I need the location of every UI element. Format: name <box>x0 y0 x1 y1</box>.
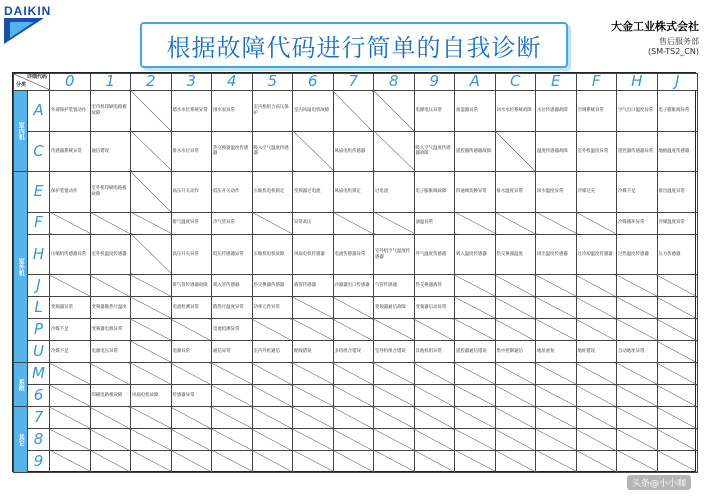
empty-cell <box>657 407 698 429</box>
empty-cell <box>50 407 91 429</box>
fault-description-cell: 排出温度异常 <box>657 172 698 213</box>
group-label: 室外机 <box>14 172 28 363</box>
fault-description-cell: 热交换器温度 <box>495 234 536 275</box>
empty-cell <box>657 429 698 451</box>
empty-cell <box>576 297 617 319</box>
fault-description-cell: 排气温度异常 <box>171 212 212 234</box>
fault-description-cell: 空气出口温度异常 <box>617 91 658 132</box>
empty-cell <box>455 275 496 297</box>
empty-cell <box>374 429 415 451</box>
empty-cell <box>536 429 577 451</box>
fault-description-cell: 变频器启动异常 <box>414 297 455 319</box>
fault-description-cell: 变频器散热片温度 <box>90 297 131 319</box>
fault-description-cell: 加湿器异常 <box>455 91 496 132</box>
empty-cell <box>131 131 172 172</box>
empty-cell <box>495 450 536 472</box>
fault-description-cell: 外气温度传感器 <box>414 234 455 275</box>
fault-description-cell: 室外机印刷电路板故障 <box>90 172 131 213</box>
fault-description-cell: 过电流 <box>374 172 415 213</box>
column-code-header: H <box>617 74 658 91</box>
fault-description-cell: 高压开关异常 <box>171 234 212 275</box>
document-number: (SM-TS2_CN) <box>648 47 699 56</box>
empty-cell <box>131 297 172 319</box>
empty-cell <box>495 407 536 429</box>
empty-cell <box>657 341 698 363</box>
table-row <box>14 407 698 429</box>
fault-description-cell: 风扇电机传感器 <box>293 234 334 275</box>
table-row <box>14 234 698 275</box>
empty-cell <box>495 131 536 172</box>
fault-description-cell: 风扇电机传感器 <box>333 131 374 172</box>
empty-cell <box>617 450 658 472</box>
fault-description-cell: 水位传感器故障 <box>536 91 577 132</box>
empty-cell <box>50 385 91 407</box>
fault-description-cell: 液管传感器 <box>293 275 334 297</box>
column-code-header: A <box>455 74 496 91</box>
empty-cell <box>212 429 253 451</box>
empty-cell <box>657 450 698 472</box>
empty-cell <box>374 319 415 341</box>
watermark: 头条@小小咖 <box>627 475 691 490</box>
empty-cell <box>536 450 577 472</box>
empty-cell <box>374 131 415 172</box>
row-code: J <box>28 275 50 297</box>
fault-description-cell: 热交换器液管 <box>414 275 455 297</box>
empty-cell <box>576 363 617 385</box>
empty-cell <box>212 450 253 472</box>
group-label: 系统 <box>14 363 28 407</box>
empty-cell <box>374 385 415 407</box>
fault-description-cell: 排气管传感器故障 <box>171 275 212 297</box>
empty-cell <box>293 319 334 341</box>
fault-description-cell: 电源异常 <box>171 341 212 363</box>
empty-cell <box>536 212 577 234</box>
empty-cell <box>576 212 617 234</box>
fault-description-cell: 室外机温度异常 <box>576 131 617 172</box>
row-code: H <box>28 234 50 275</box>
empty-cell <box>293 363 334 385</box>
fault-description-cell: 室内机组合高压保护 <box>252 91 293 132</box>
empty-cell <box>252 212 293 234</box>
corner-label-category: 分类 <box>16 82 27 89</box>
table <box>13 73 698 473</box>
fault-description-cell: 变频器异常 <box>50 297 91 319</box>
fault-description-cell: 配线错误 <box>293 341 334 363</box>
fault-description-cell: 散热片温度异常 <box>212 297 253 319</box>
fault-description-cell: 压缩机电机锁定 <box>252 172 293 213</box>
fault-description-cell: 热交换器温度传感器 <box>212 131 253 172</box>
empty-cell <box>131 91 172 132</box>
empty-cell <box>657 275 698 297</box>
fault-description-cell: 冷媒循环异常 <box>617 212 658 234</box>
fault-description-cell: 自动地址异常 <box>617 341 658 363</box>
row-code: P <box>28 319 50 341</box>
fault-description-cell: 冷凝器出口传感器 <box>333 275 374 297</box>
empty-cell <box>50 450 91 472</box>
fault-description-cell: 多机组合错误 <box>333 341 374 363</box>
fault-description-cell: 室外机组合错误 <box>374 341 415 363</box>
empty-cell <box>414 407 455 429</box>
empty-cell <box>90 212 131 234</box>
empty-cell <box>333 385 374 407</box>
table-corner-header <box>14 74 50 91</box>
column-code-header: 3 <box>171 74 212 91</box>
fault-description-cell: 油温异常 <box>414 212 455 234</box>
fault-description-cell: 印刷电路板故障 <box>90 385 131 407</box>
corner-label-code: 详细代码 <box>26 74 47 80</box>
row-code: C <box>28 131 50 172</box>
fault-description-cell: 变频器过电流 <box>293 172 334 213</box>
fault-description-cell: 冷媒不足 <box>617 172 658 213</box>
fault-description-cell: 压缩机电机故障 <box>252 234 293 275</box>
empty-cell <box>576 275 617 297</box>
empty-cell <box>495 319 536 341</box>
title-box <box>140 22 568 68</box>
table-row <box>14 131 698 172</box>
fault-description-cell: 冷气管异常 <box>212 212 253 234</box>
empty-cell <box>212 407 253 429</box>
fault-description-cell: 室内风扇电机故障 <box>293 91 334 132</box>
empty-cell <box>657 385 698 407</box>
empty-cell <box>617 407 658 429</box>
fault-description-cell: 四通阀切换异常 <box>455 172 496 213</box>
fault-description-cell: 堵水水位系统异常 <box>171 91 212 132</box>
empty-cell <box>131 363 172 385</box>
fault-description-cell: 冷媒温度异常 <box>657 212 698 234</box>
table-row <box>14 429 698 451</box>
fault-description-cell: 保护装置动作 <box>50 172 91 213</box>
empty-cell <box>455 407 496 429</box>
fault-description-cell: 变频器电源异常 <box>90 319 131 341</box>
empty-cell <box>90 407 131 429</box>
row-code: 8 <box>28 429 50 451</box>
fault-code-table <box>12 72 696 472</box>
fault-description-cell: 低压传感器异常 <box>212 234 253 275</box>
empty-cell <box>252 450 293 472</box>
fault-description-cell: 电子膨胀阀故障 <box>414 172 455 213</box>
daikin-logo <box>4 4 56 44</box>
empty-cell <box>455 385 496 407</box>
empty-cell <box>293 450 334 472</box>
empty-cell <box>131 341 172 363</box>
empty-cell <box>50 212 91 234</box>
column-code-header: 4 <box>212 74 253 91</box>
column-code-header: J <box>657 74 698 91</box>
fault-description-cell: 吸入温度传感器 <box>455 234 496 275</box>
empty-cell <box>414 319 455 341</box>
row-code: U <box>28 341 50 363</box>
empty-cell <box>131 234 172 275</box>
empty-cell <box>50 363 91 385</box>
empty-cell <box>212 363 253 385</box>
fault-description-cell: 过热温度传感器 <box>617 234 658 275</box>
fault-description-cell: 排水水位异常 <box>171 131 212 172</box>
empty-cell <box>455 363 496 385</box>
empty-cell <box>252 363 293 385</box>
empty-cell <box>131 212 172 234</box>
row-code: 7 <box>28 407 50 429</box>
empty-cell <box>576 407 617 429</box>
company-block <box>569 18 699 56</box>
empty-cell <box>333 297 374 319</box>
fault-description-cell: 变频器通信故障 <box>374 297 415 319</box>
daikin-triangle-icon <box>4 18 48 44</box>
empty-cell <box>374 407 415 429</box>
fault-description-cell: 回水温度异常 <box>536 172 577 213</box>
table-row <box>14 297 698 319</box>
empty-cell <box>333 319 374 341</box>
empty-cell <box>495 275 536 297</box>
logo-text: DAIKIN <box>4 4 52 18</box>
group-label: 室内机 <box>14 91 28 172</box>
fault-description-cell: 吸入空气温度传感器 <box>252 131 293 172</box>
empty-cell <box>536 275 577 297</box>
fault-description-cell: 外部保护装置动作 <box>50 91 91 132</box>
empty-cell <box>90 275 131 297</box>
empty-cell <box>495 212 536 234</box>
fault-description-cell: 风扇电机故障 <box>131 385 172 407</box>
empty-cell <box>617 385 658 407</box>
fault-description-cell: 冷媒不足 <box>50 319 91 341</box>
empty-cell <box>333 91 374 132</box>
fault-description-cell: 压缩机传感器异常 <box>50 234 91 275</box>
fault-description-cell: 传感器系统异常 <box>50 131 91 172</box>
empty-cell <box>333 363 374 385</box>
table-row <box>14 319 698 341</box>
fault-description-cell: 热交换器传感器 <box>252 275 293 297</box>
empty-cell <box>617 275 658 297</box>
empty-cell <box>455 297 496 319</box>
fault-description-cell: 室内机印刷电路板故障 <box>90 91 131 132</box>
empty-cell <box>212 385 253 407</box>
empty-cell <box>536 407 577 429</box>
fault-description-cell: 通信错误 <box>90 131 131 172</box>
empty-cell <box>171 450 212 472</box>
empty-cell <box>576 385 617 407</box>
fault-description-cell: 电源电压异常 <box>414 91 455 132</box>
column-code-header: 1 <box>90 74 131 91</box>
fault-description-cell: 高压开关动作 <box>171 172 212 213</box>
row-code: L <box>28 297 50 319</box>
row-code: 6 <box>28 385 50 407</box>
empty-cell <box>576 429 617 451</box>
empty-cell <box>414 385 455 407</box>
column-code-header: 2 <box>131 74 172 91</box>
empty-cell <box>50 275 91 297</box>
fault-description-cell: 冷媒不足 <box>50 341 91 363</box>
column-code-header: 7 <box>333 74 374 91</box>
empty-cell <box>293 131 334 172</box>
empty-cell <box>293 297 334 319</box>
column-code-header: F <box>576 74 617 91</box>
fault-description-cell: 功率元件异常 <box>252 297 293 319</box>
fault-description-cell: 室内外机通信 <box>252 341 293 363</box>
empty-cell <box>414 363 455 385</box>
empty-cell <box>333 407 374 429</box>
empty-cell <box>414 450 455 472</box>
fault-description-cell: 地址错误 <box>576 341 617 363</box>
group-label: 其它 <box>14 407 28 473</box>
fault-description-cell: 传感器异常 <box>171 385 212 407</box>
column-code-header: 6 <box>293 74 334 91</box>
empty-cell <box>293 385 334 407</box>
fault-description-cell: 地板温度传感器 <box>657 131 698 172</box>
empty-cell <box>455 450 496 472</box>
fault-description-cell: 风扇电机锁定 <box>333 172 374 213</box>
empty-cell <box>131 172 172 213</box>
fault-description-cell: 室外机空气温度传感器 <box>374 234 415 275</box>
fault-description-cell: 电流传感器异常 <box>333 234 374 275</box>
column-code-header: E <box>536 74 577 91</box>
empty-cell <box>252 385 293 407</box>
empty-cell <box>374 363 415 385</box>
empty-cell <box>617 319 658 341</box>
fault-description-cell: 气管传感器 <box>374 275 415 297</box>
table-row <box>14 450 698 472</box>
empty-cell <box>333 450 374 472</box>
empty-cell <box>576 319 617 341</box>
row-code: F <box>28 212 50 234</box>
empty-cell <box>252 407 293 429</box>
empty-cell <box>617 297 658 319</box>
fault-description-cell: 冷媒过充 <box>576 172 617 213</box>
company-name: 大金工业株式会社 <box>611 20 699 33</box>
fault-description-cell: 吸入管传感器 <box>212 275 253 297</box>
empty-cell <box>90 450 131 472</box>
empty-cell <box>131 407 172 429</box>
empty-cell <box>455 319 496 341</box>
fault-description-cell: 吸入空气温度传感器故障 <box>414 131 455 172</box>
empty-cell <box>536 363 577 385</box>
fault-description-cell: 遥控器传感器故障 <box>455 131 496 172</box>
empty-cell <box>252 429 293 451</box>
empty-cell <box>617 429 658 451</box>
column-code-header: C <box>495 74 536 91</box>
empty-cell <box>657 319 698 341</box>
fault-description-cell: 温度传感器故障 <box>536 131 577 172</box>
empty-cell <box>252 319 293 341</box>
fault-description-cell: 排出温度传感器 <box>536 234 577 275</box>
empty-cell <box>90 363 131 385</box>
fault-description-cell: 回水水位系统故障 <box>495 91 536 132</box>
column-code-header: 8 <box>374 74 415 91</box>
empty-cell <box>657 363 698 385</box>
empty-cell <box>131 450 172 472</box>
table-row <box>14 341 698 363</box>
empty-cell <box>495 429 536 451</box>
empty-cell <box>293 429 334 451</box>
fault-description-cell: 空调系统异常 <box>576 91 617 132</box>
table-row <box>14 385 698 407</box>
fault-description-cell: 遥控器通信错误 <box>455 341 496 363</box>
fault-description-cell: 集中控制通信 <box>495 341 536 363</box>
empty-cell <box>536 297 577 319</box>
row-code: 9 <box>28 450 50 472</box>
fault-description-cell: 通信异常 <box>212 341 253 363</box>
empty-cell <box>374 212 415 234</box>
fault-description-cell: 其他机组异常 <box>414 341 455 363</box>
row-code: E <box>28 172 50 213</box>
fault-description-cell: 排水泵异常 <box>212 91 253 132</box>
empty-cell <box>171 319 212 341</box>
table-row <box>14 172 698 213</box>
empty-cell <box>50 429 91 451</box>
empty-cell <box>171 407 212 429</box>
table-row <box>14 212 698 234</box>
table-row <box>14 275 698 297</box>
empty-cell <box>455 429 496 451</box>
fault-description-cell: 地址重复 <box>536 341 577 363</box>
fault-description-cell: 排水温度异常 <box>495 172 536 213</box>
empty-cell <box>90 429 131 451</box>
fault-description-cell: 电子膨胀阀异常 <box>657 91 698 132</box>
fault-description-cell: 过冷却温度传感器 <box>576 234 617 275</box>
fault-description-cell: 电流检测异常 <box>212 319 253 341</box>
empty-cell <box>333 212 374 234</box>
fault-description-cell: 室外机温度传感器 <box>90 234 131 275</box>
empty-cell <box>495 297 536 319</box>
page-title: 根据故障代码进行简单的自我诊断 <box>166 33 542 62</box>
fault-description-cell: 电流检测异常 <box>171 297 212 319</box>
empty-cell <box>333 429 374 451</box>
empty-cell <box>171 363 212 385</box>
column-code-header: 0 <box>50 74 91 91</box>
empty-cell <box>131 275 172 297</box>
row-code: M <box>28 363 50 385</box>
empty-cell <box>657 297 698 319</box>
empty-cell <box>536 319 577 341</box>
empty-cell <box>617 363 658 385</box>
column-code-header: 9 <box>414 74 455 91</box>
table-row <box>14 91 698 132</box>
empty-cell <box>374 91 415 132</box>
empty-cell <box>131 319 172 341</box>
fault-description-cell: 异常高压 <box>293 212 334 234</box>
fault-description-cell: 低压开关动作 <box>212 172 253 213</box>
table-row <box>14 363 698 385</box>
empty-cell <box>576 450 617 472</box>
empty-cell <box>495 363 536 385</box>
empty-cell <box>293 407 334 429</box>
fault-description-cell: 电源电压异常 <box>90 341 131 363</box>
department: 售后服务部 <box>659 37 699 46</box>
empty-cell <box>171 429 212 451</box>
column-code-header: 5 <box>252 74 293 91</box>
empty-cell <box>131 429 172 451</box>
fault-description-cell: 遥控器传感器异常 <box>617 131 658 172</box>
empty-cell <box>495 385 536 407</box>
empty-cell <box>414 429 455 451</box>
fault-description-cell: 压力传感器 <box>657 234 698 275</box>
empty-cell <box>455 212 496 234</box>
empty-cell <box>374 450 415 472</box>
empty-cell <box>536 385 577 407</box>
row-code: A <box>28 91 50 132</box>
